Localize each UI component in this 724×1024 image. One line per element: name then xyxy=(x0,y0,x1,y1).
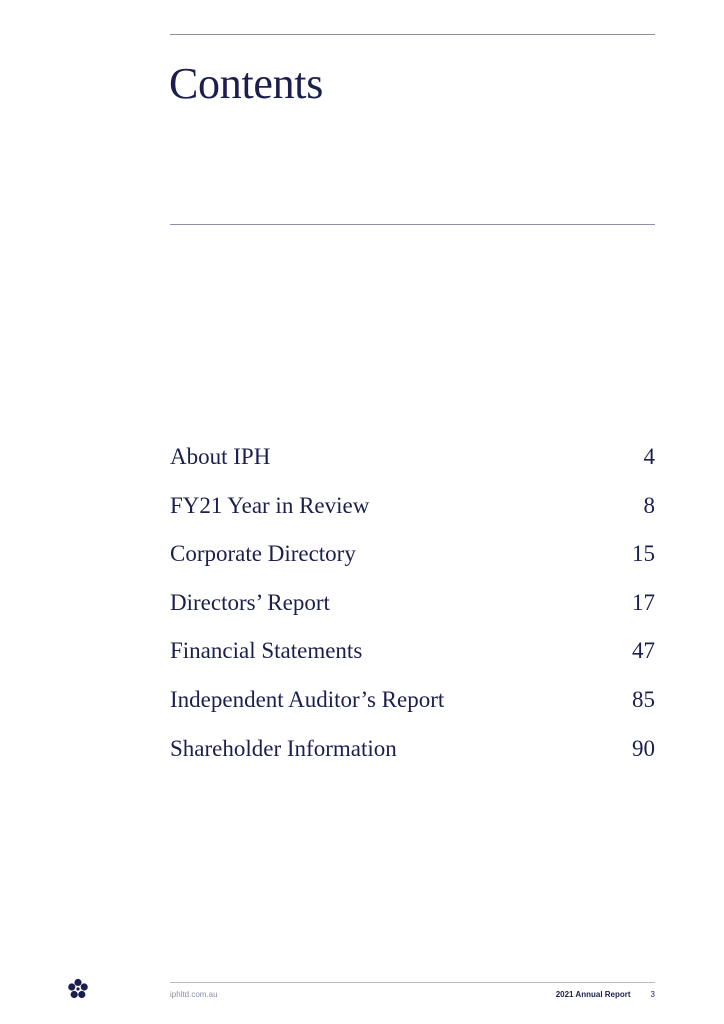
footer-divider xyxy=(170,982,655,983)
toc-entry-label: Directors’ Report xyxy=(170,589,330,615)
toc-entry-label: Independent Auditor’s Report xyxy=(170,686,445,712)
toc-entry-page: 4 xyxy=(643,444,655,469)
footer-page-number: 3 xyxy=(650,990,655,999)
toc-entry-page: 90 xyxy=(632,735,655,761)
page-title: Contents xyxy=(169,59,324,108)
title-divider xyxy=(170,224,655,225)
toc-entry-page: 47 xyxy=(632,638,655,664)
toc-entry-page: 85 xyxy=(632,686,655,712)
toc-entry-directors-report[interactable] xyxy=(170,583,655,632)
toc-entry-page: 8 xyxy=(643,492,655,518)
toc-entry-independent-auditors-report[interactable] xyxy=(170,680,655,729)
toc-entry-label: About IPH xyxy=(170,444,271,469)
toc-entry-corporate-directory[interactable] xyxy=(170,534,655,583)
iph-flower-logo-icon xyxy=(67,978,89,1000)
toc-entry-page: 17 xyxy=(632,589,655,615)
footer-report-title: 2021 Annual Report xyxy=(555,990,631,999)
toc-entry-label: Shareholder Information xyxy=(170,735,397,761)
toc-entry-label: FY21 Year in Review xyxy=(170,492,370,518)
footer-website: iphltd.com.au xyxy=(170,990,218,999)
toc-entry-shareholder-information[interactable] xyxy=(170,729,655,778)
toc-entry-fy21-year-in-review[interactable] xyxy=(170,486,655,535)
toc-entry-label: Financial Statements xyxy=(170,638,363,664)
top-divider xyxy=(170,34,655,35)
table-of-contents xyxy=(170,437,655,777)
toc-entry-label: Corporate Directory xyxy=(170,541,356,567)
footer-meta xyxy=(556,990,655,999)
toc-entry-financial-statements[interactable] xyxy=(170,631,655,680)
toc-entry-about-iph[interactable] xyxy=(170,437,655,486)
toc-entry-page: 15 xyxy=(632,541,655,567)
